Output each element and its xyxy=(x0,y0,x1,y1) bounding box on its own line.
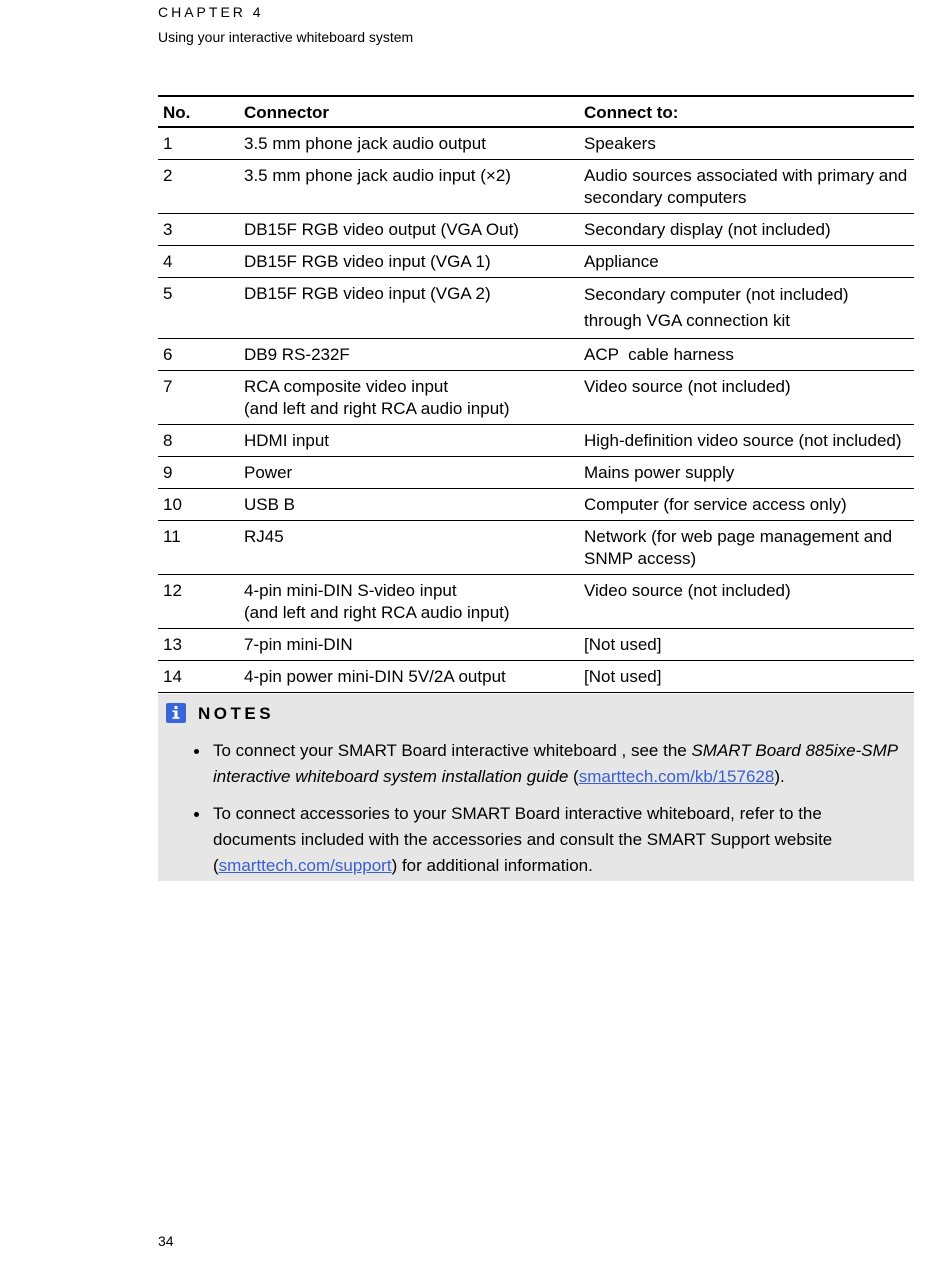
cell-connect-to: Audio sources associated with primary and secondary computers xyxy=(579,160,914,214)
cell-connector: DB15F RGB video input (VGA 2) xyxy=(239,278,579,339)
cell-connector: DB15F RGB video output (VGA Out) xyxy=(239,214,579,246)
cell-connect-to: High-definition video source (not included) xyxy=(579,425,914,457)
notes-list xyxy=(158,738,903,890)
cell-connector: DB9 RS-232F xyxy=(239,339,579,371)
cell-no: 6 xyxy=(158,339,239,371)
cell-connect-to: Network (for web page management and SNMP access) xyxy=(579,521,914,575)
table-row xyxy=(158,575,914,629)
table-row xyxy=(158,127,914,160)
table-row xyxy=(158,246,914,278)
cell-connect-to: [Not used] xyxy=(579,629,914,661)
cell-connector: 4-pin power mini-DIN 5V/2A output xyxy=(239,661,579,693)
cell-connect-to: Speakers xyxy=(579,127,914,160)
note-text: To connect accessories to your SMART Board interactive whiteboard, refer to the documents included with the accessories and consult the SMART Support website ( xyxy=(213,804,833,875)
table-row xyxy=(158,521,914,575)
chapter-heading: CHAPTER 4 xyxy=(158,4,264,20)
cell-no: 11 xyxy=(158,521,239,575)
cell-connector: Power xyxy=(239,457,579,489)
cell-no: 10 xyxy=(158,489,239,521)
notes-box xyxy=(158,694,914,881)
cell-connector: USB B xyxy=(239,489,579,521)
table-row xyxy=(158,339,914,371)
column-header-connector: Connector xyxy=(239,96,579,127)
cell-connector: RCA composite video input (and left and right RCA audio input) xyxy=(239,371,579,425)
table-row xyxy=(158,425,914,457)
info-icon xyxy=(166,703,186,723)
cell-connector: HDMI input xyxy=(239,425,579,457)
cell-connect-to: ACP cable harness xyxy=(579,339,914,371)
cell-no: 4 xyxy=(158,246,239,278)
cell-connector: 3.5 mm phone jack audio input (×2) xyxy=(239,160,579,214)
connector-table xyxy=(158,95,914,726)
column-header-no: No. xyxy=(158,96,239,127)
cell-no: 8 xyxy=(158,425,239,457)
table-header-row xyxy=(158,96,914,127)
cell-connector: 4-pin mini-DIN S-video input (and left and right RCA audio input) xyxy=(239,575,579,629)
column-header-connect-to: Connect to: xyxy=(579,96,914,127)
table-row xyxy=(158,371,914,425)
table-row xyxy=(158,661,914,693)
page-number: 34 xyxy=(158,1233,174,1249)
cell-connect-to: Computer (for service access only) xyxy=(579,489,914,521)
cell-connector: RJ45 xyxy=(239,521,579,575)
cell-no: 9 xyxy=(158,457,239,489)
table-row xyxy=(158,457,914,489)
cell-connect-to: [Not used] xyxy=(579,661,914,693)
kb-link[interactable]: smarttech.com/kb/157628 xyxy=(578,767,775,786)
notes-title: NOTES xyxy=(198,704,275,723)
table-row xyxy=(158,489,914,521)
note-text: ( xyxy=(568,767,579,786)
table-row xyxy=(158,214,914,246)
cell-no: 12 xyxy=(158,575,239,629)
chapter-subtitle: Using your interactive whiteboard system xyxy=(158,29,414,45)
cell-no: 13 xyxy=(158,629,239,661)
note-item xyxy=(213,738,903,790)
note-item xyxy=(213,801,903,879)
guide-title: SMART Board 885ixe-SMP interactive whiteboard system installation guide xyxy=(213,741,898,786)
cell-no: 14 xyxy=(158,661,239,693)
note-text: To connect your SMART Board interactive whiteboard , see the xyxy=(213,741,692,760)
cell-connect-to: Video source (not included) xyxy=(579,371,914,425)
cell-connector: 7-pin mini-DIN xyxy=(239,629,579,661)
cell-connect-to: Appliance xyxy=(579,246,914,278)
cell-no: 7 xyxy=(158,371,239,425)
cell-connect-to: Secondary computer (not included) through VGA connection kit xyxy=(579,278,914,339)
cell-connect-to: Mains power supply xyxy=(579,457,914,489)
table-row xyxy=(158,629,914,661)
cell-connect-to: Video source (not included) xyxy=(579,575,914,629)
cell-no: 5 xyxy=(158,278,239,339)
cell-connector: 3.5 mm phone jack audio output xyxy=(239,127,579,160)
table-row xyxy=(158,278,914,339)
note-text: ). xyxy=(774,767,785,786)
support-link[interactable]: smarttech.com/support xyxy=(218,856,392,875)
cell-no: 3 xyxy=(158,214,239,246)
note-text: ) for additional information. xyxy=(391,856,593,875)
cell-no: 2 xyxy=(158,160,239,214)
cell-connector: DB15F RGB video input (VGA 1) xyxy=(239,246,579,278)
cell-no: 1 xyxy=(158,127,239,160)
cell-connect-to: Secondary display (not included) xyxy=(579,214,914,246)
table-row xyxy=(158,160,914,214)
